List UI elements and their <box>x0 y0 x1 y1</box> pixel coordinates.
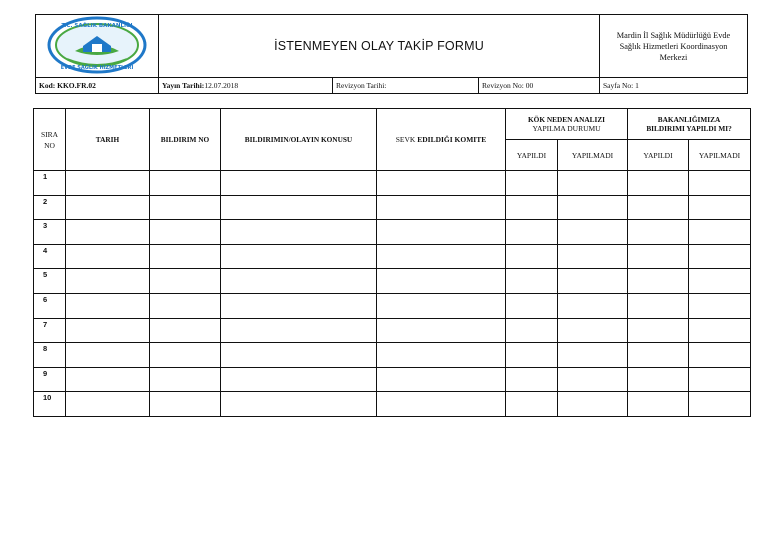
empty-cell[interactable] <box>221 244 377 269</box>
org-line-3: Merkezi <box>659 52 688 62</box>
empty-cell[interactable] <box>506 171 558 196</box>
empty-cell[interactable] <box>506 293 558 318</box>
empty-cell[interactable] <box>558 171 628 196</box>
table-row <box>34 220 751 245</box>
empty-cell[interactable] <box>150 195 221 220</box>
row-number: 1 <box>34 171 66 196</box>
table-row <box>34 269 751 294</box>
empty-cell[interactable] <box>150 318 221 343</box>
empty-cell[interactable] <box>377 293 506 318</box>
empty-cell[interactable] <box>221 269 377 294</box>
empty-cell[interactable] <box>150 293 221 318</box>
empty-cell[interactable] <box>506 220 558 245</box>
incident-tracking-table <box>33 108 750 417</box>
empty-cell[interactable] <box>558 392 628 417</box>
empty-cell[interactable] <box>377 318 506 343</box>
empty-cell[interactable] <box>150 392 221 417</box>
column-header-tarih: TARIH <box>66 109 150 171</box>
empty-cell[interactable] <box>66 293 150 318</box>
empty-cell[interactable] <box>628 367 689 392</box>
empty-cell[interactable] <box>628 318 689 343</box>
empty-cell[interactable] <box>221 171 377 196</box>
empty-cell[interactable] <box>689 171 751 196</box>
empty-cell[interactable] <box>506 195 558 220</box>
table-row <box>34 392 751 417</box>
empty-cell[interactable] <box>506 318 558 343</box>
table-body <box>34 171 751 417</box>
row-number: 9 <box>34 367 66 392</box>
empty-cell[interactable] <box>558 220 628 245</box>
table-row <box>34 244 751 269</box>
empty-cell[interactable] <box>221 367 377 392</box>
empty-cell[interactable] <box>150 171 221 196</box>
empty-cell[interactable] <box>689 244 751 269</box>
empty-cell[interactable] <box>377 244 506 269</box>
subheader-kok-yapilmadi: YAPILMADI <box>558 140 628 171</box>
empty-cell[interactable] <box>558 244 628 269</box>
empty-cell[interactable] <box>506 367 558 392</box>
publish-date-value: 12.07.2018 <box>204 81 239 90</box>
row-number: 2 <box>34 195 66 220</box>
empty-cell[interactable] <box>558 269 628 294</box>
subheader-bakanlik-yapilmadi: YAPILMADI <box>689 140 751 171</box>
document-code <box>36 78 159 94</box>
empty-cell[interactable] <box>377 220 506 245</box>
subheader-kok-yapildi: YAPILDI <box>506 140 558 171</box>
row-number: 10 <box>34 392 66 417</box>
empty-cell[interactable] <box>221 293 377 318</box>
empty-cell[interactable] <box>506 244 558 269</box>
empty-cell[interactable] <box>150 269 221 294</box>
empty-cell[interactable] <box>558 343 628 368</box>
ministry-logo-icon <box>45 15 149 75</box>
empty-cell[interactable] <box>66 367 150 392</box>
empty-cell[interactable] <box>689 220 751 245</box>
publish-date-label: Yayın Tarihi: <box>162 81 205 90</box>
empty-cell[interactable] <box>628 244 689 269</box>
empty-cell[interactable] <box>66 318 150 343</box>
table-row <box>34 171 751 196</box>
column-header-bildirim-no: BILDIRIM NO <box>150 109 221 171</box>
empty-cell[interactable] <box>506 392 558 417</box>
column-header-sira-no: SIRA NO <box>34 109 66 171</box>
empty-cell[interactable] <box>377 171 506 196</box>
empty-cell[interactable] <box>558 195 628 220</box>
table-row <box>34 318 751 343</box>
empty-cell[interactable] <box>221 195 377 220</box>
empty-cell[interactable] <box>66 195 150 220</box>
empty-cell[interactable] <box>628 392 689 417</box>
revision-number: Revizyon No: 00 <box>479 78 600 94</box>
empty-cell[interactable] <box>150 367 221 392</box>
empty-cell[interactable] <box>377 392 506 417</box>
row-number: 6 <box>34 293 66 318</box>
table-row <box>34 343 751 368</box>
empty-cell[interactable] <box>689 195 751 220</box>
empty-cell[interactable] <box>628 171 689 196</box>
empty-cell[interactable] <box>628 195 689 220</box>
revision-date: Revizyon Tarihi: <box>333 78 479 94</box>
empty-cell[interactable] <box>558 367 628 392</box>
empty-cell[interactable] <box>628 269 689 294</box>
row-number: 8 <box>34 343 66 368</box>
empty-cell[interactable] <box>689 392 751 417</box>
empty-cell[interactable] <box>66 343 150 368</box>
group-header-kok-neden: KÖK NEDEN ANALIZI YAPILMA DURUMU <box>506 109 628 140</box>
empty-cell[interactable] <box>221 343 377 368</box>
empty-cell[interactable] <box>66 220 150 245</box>
table-row <box>34 293 751 318</box>
empty-cell[interactable] <box>66 392 150 417</box>
code-value: KKO.FR.02 <box>57 81 96 90</box>
empty-cell[interactable] <box>689 367 751 392</box>
empty-cell[interactable] <box>628 343 689 368</box>
group-header-bakanlik-bildirim: BAKANLIĞIMIZA BILDIRIMI YAPILDI MI? <box>628 109 751 140</box>
empty-cell[interactable] <box>377 367 506 392</box>
empty-cell[interactable] <box>66 244 150 269</box>
empty-cell[interactable] <box>221 392 377 417</box>
empty-cell[interactable] <box>377 195 506 220</box>
empty-cell[interactable] <box>221 318 377 343</box>
organization-name <box>600 15 748 78</box>
empty-cell[interactable] <box>150 220 221 245</box>
empty-cell[interactable] <box>66 269 150 294</box>
logo-cell <box>36 15 159 78</box>
table-row <box>34 367 751 392</box>
form-title: İSTENMEYEN OLAY TAKİP FORMU <box>159 15 600 78</box>
empty-cell[interactable] <box>689 269 751 294</box>
empty-cell[interactable] <box>150 244 221 269</box>
form-header <box>35 14 747 94</box>
svg-text:T.C. SAĞLIK BAKANLIĞI: T.C. SAĞLIK BAKANLIĞI <box>61 23 133 29</box>
publish-date <box>159 78 333 94</box>
empty-cell[interactable] <box>689 293 751 318</box>
column-header-sevk-komite: SEVK EDILDIĞI KOMITE <box>377 109 506 171</box>
org-line-2: Sağlık Hizmetleri Koordinasyon <box>619 41 728 51</box>
svg-text:EVDE SAĞLIK HİZMETLERİ: EVDE SAĞLIK HİZMETLERİ <box>60 65 134 71</box>
empty-cell[interactable] <box>506 269 558 294</box>
empty-cell[interactable] <box>628 293 689 318</box>
empty-cell[interactable] <box>689 318 751 343</box>
row-number: 3 <box>34 220 66 245</box>
empty-cell[interactable] <box>377 269 506 294</box>
empty-cell[interactable] <box>377 343 506 368</box>
table-row <box>34 195 751 220</box>
empty-cell[interactable] <box>689 343 751 368</box>
empty-cell[interactable] <box>558 318 628 343</box>
row-number: 7 <box>34 318 66 343</box>
row-number: 5 <box>34 269 66 294</box>
org-line-1: Mardin İl Sağlık Müdürlüğü Evde <box>616 30 731 40</box>
page-number: Sayfa No: 1 <box>600 78 748 94</box>
empty-cell[interactable] <box>558 293 628 318</box>
row-number: 4 <box>34 244 66 269</box>
column-header-konu: BILDIRIMIN/OLAYIN KONUSU <box>221 109 377 171</box>
empty-cell[interactable] <box>221 220 377 245</box>
empty-cell[interactable] <box>506 343 558 368</box>
empty-cell[interactable] <box>66 171 150 196</box>
empty-cell[interactable] <box>150 343 221 368</box>
code-label: Kod: <box>39 81 56 90</box>
empty-cell[interactable] <box>628 220 689 245</box>
subheader-bakanlik-yapildi: YAPILDI <box>628 140 689 171</box>
